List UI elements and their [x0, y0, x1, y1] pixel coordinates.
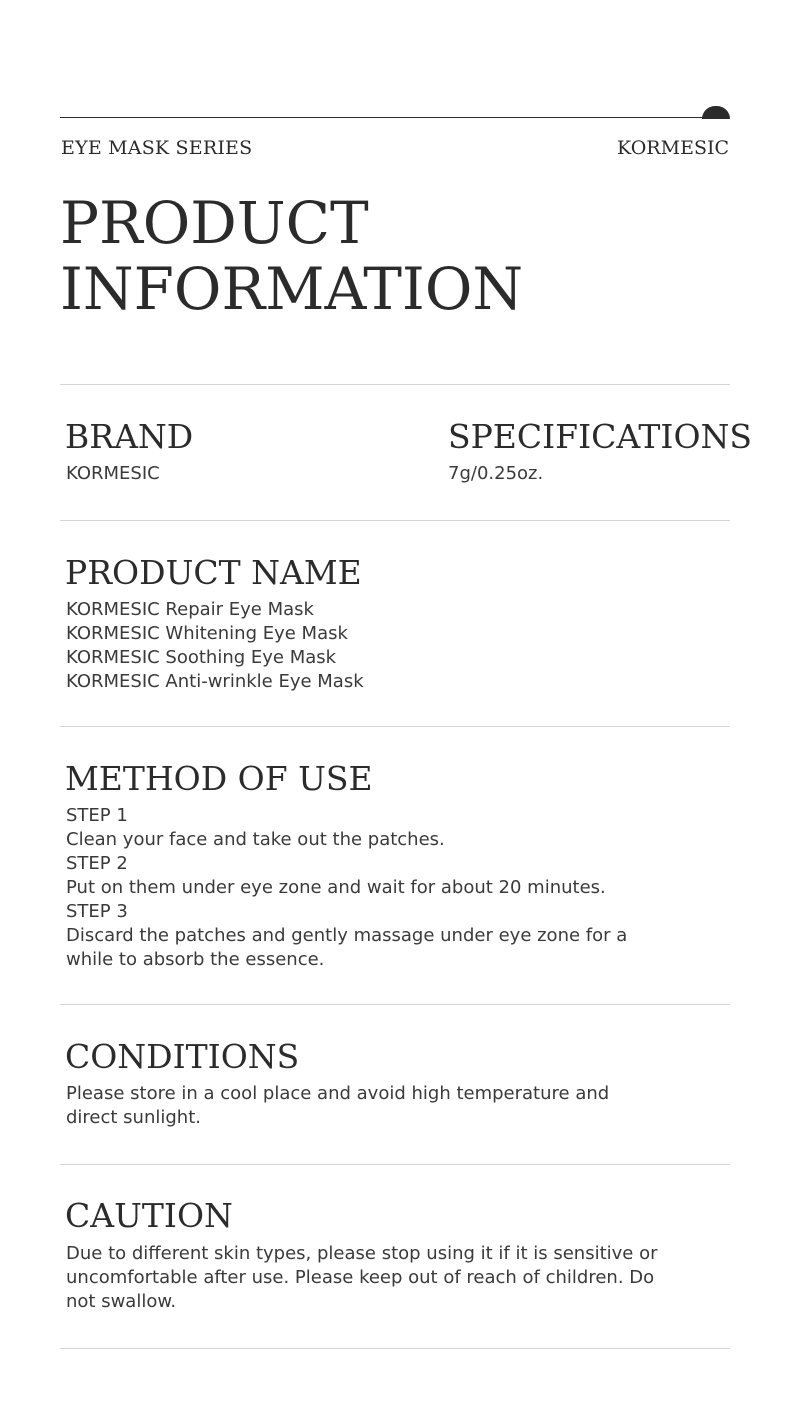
page-title-line-2: INFORMATION: [60, 255, 524, 323]
step-text: Put on them under eye zone and wait for about 20 minutes.: [66, 877, 606, 898]
header-rule-cap: [702, 106, 730, 119]
caution-line: not swallow.: [66, 1291, 177, 1312]
page-title-line-1: PRODUCT: [60, 189, 369, 257]
divider: [60, 520, 730, 521]
divider: [60, 1164, 730, 1165]
product-name-item: KORMESIC Soothing Eye Mask: [66, 647, 337, 668]
product-name-heading: PRODUCT NAME: [65, 553, 362, 592]
caution-line: Due to different skin types, please stop using it if it is sensitive or: [66, 1243, 658, 1264]
method-heading: METHOD OF USE: [65, 759, 373, 798]
specifications-heading: SPECIFICATIONS: [448, 417, 752, 456]
conditions-line: Please store in a cool place and avoid high temperature and: [66, 1083, 610, 1104]
method-steps: [66, 804, 716, 972]
step-label: STEP 3: [66, 901, 128, 922]
step-text: Clean your face and take out the patches.: [66, 829, 445, 850]
series-label: EYE MASK SERIES: [61, 137, 253, 159]
divider: [60, 384, 730, 385]
specifications-value: 7g/0.25oz.: [448, 463, 544, 484]
product-name-item: KORMESIC Repair Eye Mask: [66, 599, 314, 620]
header-rule: [60, 117, 728, 118]
step-text: Discard the patches and gently massage under eye zone for a: [66, 925, 628, 946]
divider: [60, 726, 730, 727]
product-name-item: KORMESIC Whitening Eye Mask: [66, 623, 348, 644]
conditions-line: direct sunlight.: [66, 1107, 201, 1128]
product-name-item: KORMESIC Anti-wrinkle Eye Mask: [66, 671, 364, 692]
divider: [60, 1348, 730, 1349]
product-name-list: [66, 598, 716, 694]
brand-corner-label: KORMESIC: [617, 137, 729, 159]
caution-heading: CAUTION: [65, 1196, 233, 1235]
step-label: STEP 2: [66, 853, 128, 874]
conditions-heading: CONDITIONS: [65, 1037, 300, 1076]
caution-line: uncomfortable after use. Please keep out of reach of children. Do: [66, 1267, 655, 1288]
page-title: [60, 190, 720, 322]
step-label: STEP 1: [66, 805, 128, 826]
caution-text: [66, 1242, 716, 1314]
step-text: while to absorb the essence.: [66, 949, 325, 970]
brand-value: KORMESIC: [66, 463, 160, 484]
brand-heading: BRAND: [65, 417, 194, 456]
conditions-text: [66, 1082, 716, 1130]
divider: [60, 1004, 730, 1005]
